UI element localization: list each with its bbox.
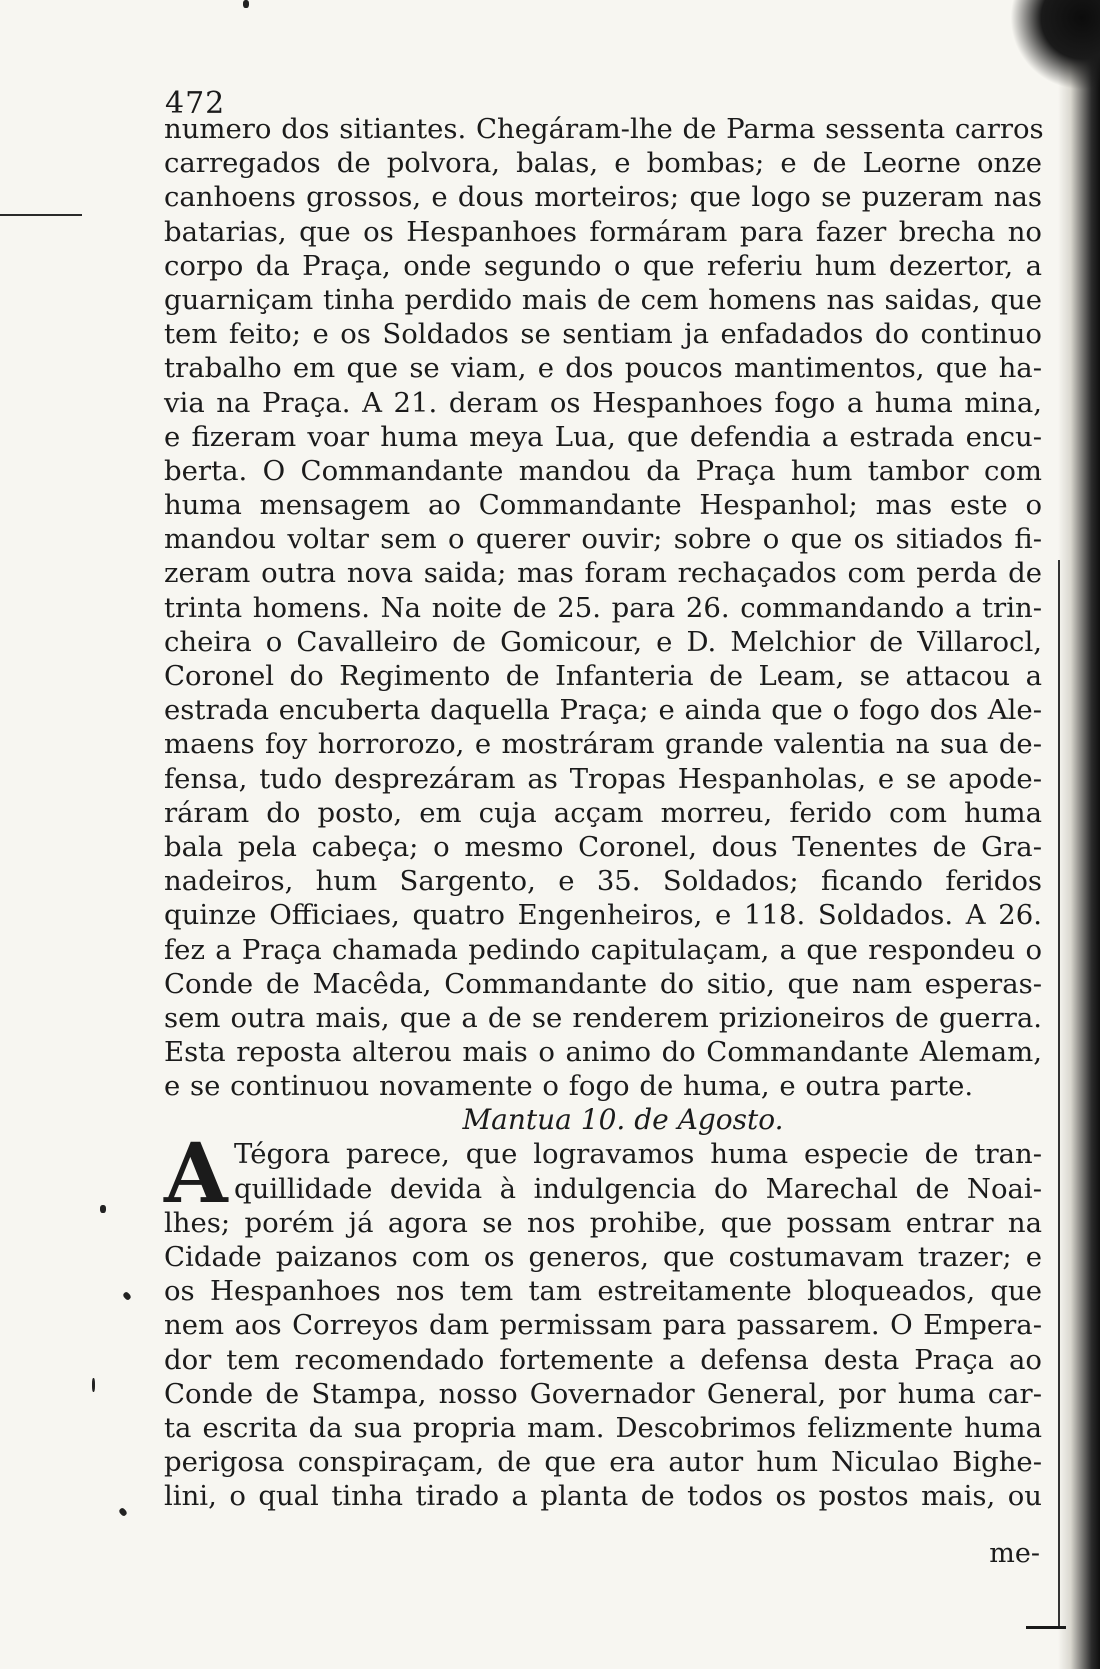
page-number: 472 xyxy=(165,86,226,121)
ink-mark xyxy=(118,1507,128,1517)
text-line: corpo da Praça, onde segundo o que referiu hum dezertor, a xyxy=(164,249,1042,282)
body-text xyxy=(164,112,1042,1514)
text-line: bala pela cabeça; o mesmo Coronel, dous Tenentes de Gra- xyxy=(164,830,1042,863)
text-line: quillidade devida à indulgencia do Marechal de Noai- xyxy=(234,1172,1042,1205)
drop-cap: A xyxy=(164,1126,228,1223)
ink-stain xyxy=(1010,0,1100,90)
margin-rule xyxy=(0,214,82,216)
text-line: perigosa conspiraçam, de que era autor hum Niculao Bighe- xyxy=(164,1446,1042,1479)
text-line: Cidade paizanos com os generos, que costumavam trazer; e xyxy=(164,1241,1042,1273)
margin-rule-bottom xyxy=(1026,1626,1066,1629)
text-line: trabalho em que se viam, e dos poucos mantimentos, que ha- xyxy=(164,352,1042,385)
text-line: quinze Officiaes, quatro Engenheiros, e 118. Soldados. A 26. xyxy=(164,899,1042,932)
paragraph-mantua-continued xyxy=(164,1206,1042,1514)
text-line: zeram outra nova saida; mas foram rechaçados com perda de xyxy=(164,557,1042,590)
text-line: fensa, tudo desprezáram as Tropas Hespanholas, e se apode- xyxy=(164,762,1042,795)
page-binding-shadow xyxy=(1058,0,1100,1669)
text-line: huma mensagem ao Commandante Hespanhol; mas este o xyxy=(164,489,1042,522)
text-line: e fizeram voar huma meya Lua, que defendia a estrada encu- xyxy=(164,420,1042,453)
ink-mark xyxy=(122,1291,132,1301)
paragraph-mantua xyxy=(164,1126,1042,1513)
text-line: Coronel do Regimento de Infanteria de Leam, se attacou a xyxy=(164,660,1042,692)
ink-mark xyxy=(92,1378,95,1392)
text-line: tem feito; e os Soldados se sentiam ja enfadados do continuo xyxy=(164,318,1042,351)
text-line: Conde de Stampa, nosso Governador General, por huma car- xyxy=(164,1377,1042,1410)
section-heading: Mantua 10. de Agosto. xyxy=(462,1103,784,1137)
text-line: ta escrita da sua propria mam. Descobrimos felizmente huma xyxy=(164,1411,1042,1444)
text-line: e se continuou novamente o fogo de huma, e outra parte. xyxy=(164,1070,974,1103)
text-line: canhoens grossos, e dous morteiros; que logo se puzeram nas xyxy=(164,181,1042,214)
drop-cap-lines xyxy=(164,1137,1042,1205)
text-line: fez a Praça chamada pedindo capitulaçam, a que respondeu o xyxy=(164,933,1042,966)
text-line: lhes; porém já agora se nos prohibe, que possam entrar na xyxy=(164,1206,1042,1239)
text-line: nadeiros, hum Sargento, e 35. Soldados; ficando feridos xyxy=(164,865,1042,898)
text-line: os Hespanhoes nos tem tam estreitamente bloqueados, que xyxy=(164,1275,1042,1308)
text-line: cheira o Cavalleiro de Gomicour, e D. Melchior de Villarocl, xyxy=(164,625,1042,658)
text-line: ráram do posto, em cuja acçam morreu, ferido com huma xyxy=(164,796,1042,829)
text-line: maens foy horrorozo, e mostráram grande valentia na sua de- xyxy=(164,728,1042,761)
text-line: lini, o qual tinha tirado a planta de todos os postos mais, ou xyxy=(164,1480,1042,1513)
text-line: batarias, que os Hespanhoes formáram para fazer brecha no xyxy=(164,215,1042,248)
text-line: berta. O Commandante mandou da Praça hum tambor com xyxy=(164,454,1042,487)
text-line: dor tem recomendado fortemente a defensa desta Praça ao xyxy=(164,1343,1042,1376)
text-line: Esta reposta alterou mais o animo do Commandante Alemam, xyxy=(164,1036,1042,1069)
margin-rule-vertical xyxy=(1058,560,1060,1626)
text-line: sem outra mais, que a de se renderem prizioneiros de guerra. xyxy=(164,1001,1042,1034)
text-line: nem aos Correyos dam permissam para passarem. O Empera- xyxy=(164,1309,1042,1342)
text-line: carregados de polvora, balas, e bombas; e de Leorne onze xyxy=(164,147,1042,180)
paragraph-siege xyxy=(164,112,1042,1103)
text-line: trinta homens. Na noite de 25. para 26. commandando a trin- xyxy=(164,591,1042,624)
text-line: estrada encuberta daquella Praça; e ainda que o fogo dos Ale- xyxy=(164,694,1042,727)
text-line: via na Praça. A 21. deram os Hespanhoes fogo a huma mina, xyxy=(164,386,1042,419)
ink-mark xyxy=(100,1205,106,1213)
ink-mark xyxy=(243,0,249,8)
text-line: guarniçam tinha perdido mais de cem homens nas saidas, que xyxy=(164,283,1042,316)
catchword: me- xyxy=(989,1538,1040,1569)
text-line: mandou voltar sem o querer ouvir; sobre o que os sitiados fi- xyxy=(164,523,1042,556)
text-line: numero dos sitiantes. Chegáram-lhe de Parma sessenta carros xyxy=(164,113,1044,145)
text-line: Conde de Macêda, Commandante do sitio, que nam esperas- xyxy=(164,967,1042,1000)
text-line: Tégora parece, que logravamos huma especie de tran- xyxy=(234,1138,1042,1171)
